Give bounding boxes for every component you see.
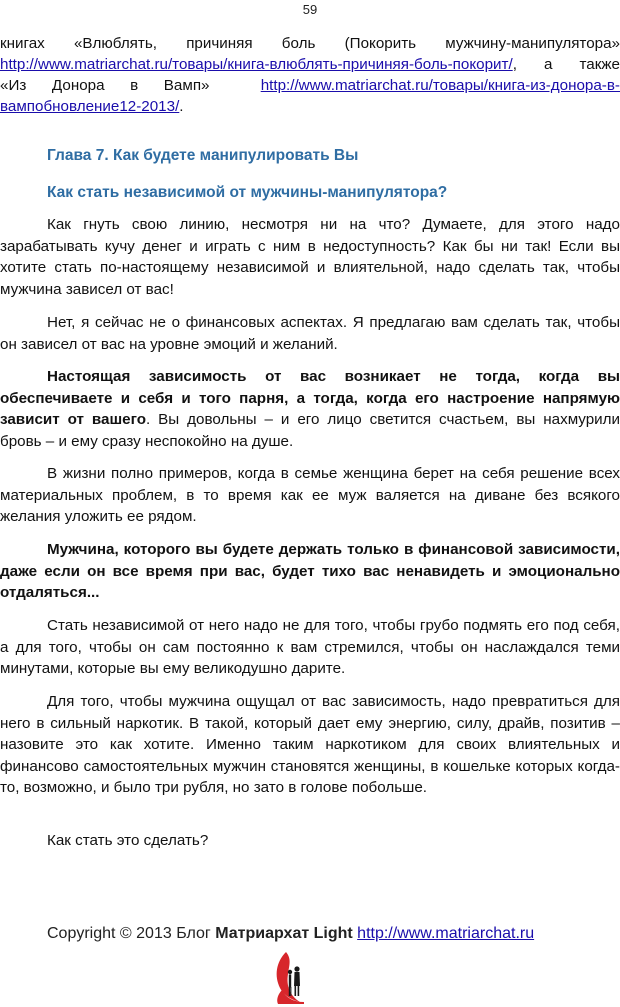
paragraph-3 xyxy=(0,366,620,452)
paragraph-6: Стать независимой от него надо не для того, чтобы грубо подмять его под себя, а для того, чтобы он сам постоянно к вам стремился, чтобы он наслаждался теми минутами, которые вы ему великодушно дарите. xyxy=(0,617,620,678)
intro-line-2 xyxy=(0,54,620,76)
paragraph-1: Как гнуть свою линию, несмотря ни на что? Думаете, для этого надо зарабатывать кучу денег и играть с ним в недоступность? Как бы ни так! Если вы хотите стать по-настоящему независимой и влиятельной, надо сделать так, чтобы мужчина зависел от вас! xyxy=(0,216,620,298)
chapter-title: Глава 7. Как будете манипулировать Вы xyxy=(47,147,359,164)
book-link-1[interactable]: http://www.matriarchat.ru/товары/книга-влюблять-причиняя-боль-покорит/ xyxy=(0,56,513,73)
paragraph-3-rest: . Вы довольны – и его лицо светится счастьем, вы нахмурили бровь – и ему сразу неспокойно на душе. xyxy=(0,411,620,450)
intro-line-4 xyxy=(0,96,620,118)
footer-brand: Матриархат Light xyxy=(215,925,353,942)
footer xyxy=(47,925,534,943)
paragraph-7: Для того, чтобы мужчина ощущал от вас зависимость, надо превратиться для него в сильный наркотик. В такой, который дает ему энергию, силу, драйв, позитив – назовите это как хотите. Именно таким наркотиком для своих влиятельных и финансово самостоятельных мужчин становятся женщины, в кошельке которых когда-то, возможно, и было три рубля, но зато в голове побольше. xyxy=(0,693,620,797)
book-link-2[interactable]: http://www.matriarchat.ru/товары/книга-из-донора-в- xyxy=(260,77,620,94)
book-link-2-cont[interactable]: вампобновление12-2013/ xyxy=(0,98,180,115)
intro-line-3 xyxy=(0,75,620,97)
intro-line-1 xyxy=(0,33,620,55)
matriarchat-logo-icon xyxy=(268,950,310,1004)
paragraph-8: Как стать это сделать? xyxy=(47,832,209,849)
page-number: 59 xyxy=(302,2,318,17)
paragraph-5: Мужчина, которого вы будете держать только в финансовой зависимости, даже если он все время при вас, будет тихо вас ненавидеть и эмоционально отдаляться... xyxy=(0,541,620,602)
paragraph-2: Нет, я сейчас не о финансовых аспектах. Я предлагаю вам сделать так, чтобы он зависел от вас на уровне эмоций и желаний. xyxy=(0,314,620,353)
intro-text-1: книгах «Влюблять, причиняя боль (Покорить мужчину-манипулятора» xyxy=(0,35,620,52)
paragraph-3-bold: Настоящая зависимость от вас возникает не тогда, когда вы обеспечиваете и себя и того парня, а тогда, когда его настроение напрямую зависит от вашего xyxy=(0,368,620,429)
footer-copyright: Copyright © 2013 Блог xyxy=(47,925,216,942)
intro-end: . xyxy=(179,98,184,115)
intro-from-donor: «Из Донора в Вамп» xyxy=(0,77,210,94)
footer-url-link[interactable]: http://www.matriarchat.ru xyxy=(357,925,535,942)
paragraph-4: В жизни полно примеров, когда в семье женщина берет на себя решение всех материальных проблем, в то время как ее муж валяется на диване без всякого желания уложить ее рядом. xyxy=(0,465,620,526)
intro-after-link-1: , а также xyxy=(512,56,620,73)
section-title: Как стать независимой от мужчины-манипулятора? xyxy=(47,184,448,201)
